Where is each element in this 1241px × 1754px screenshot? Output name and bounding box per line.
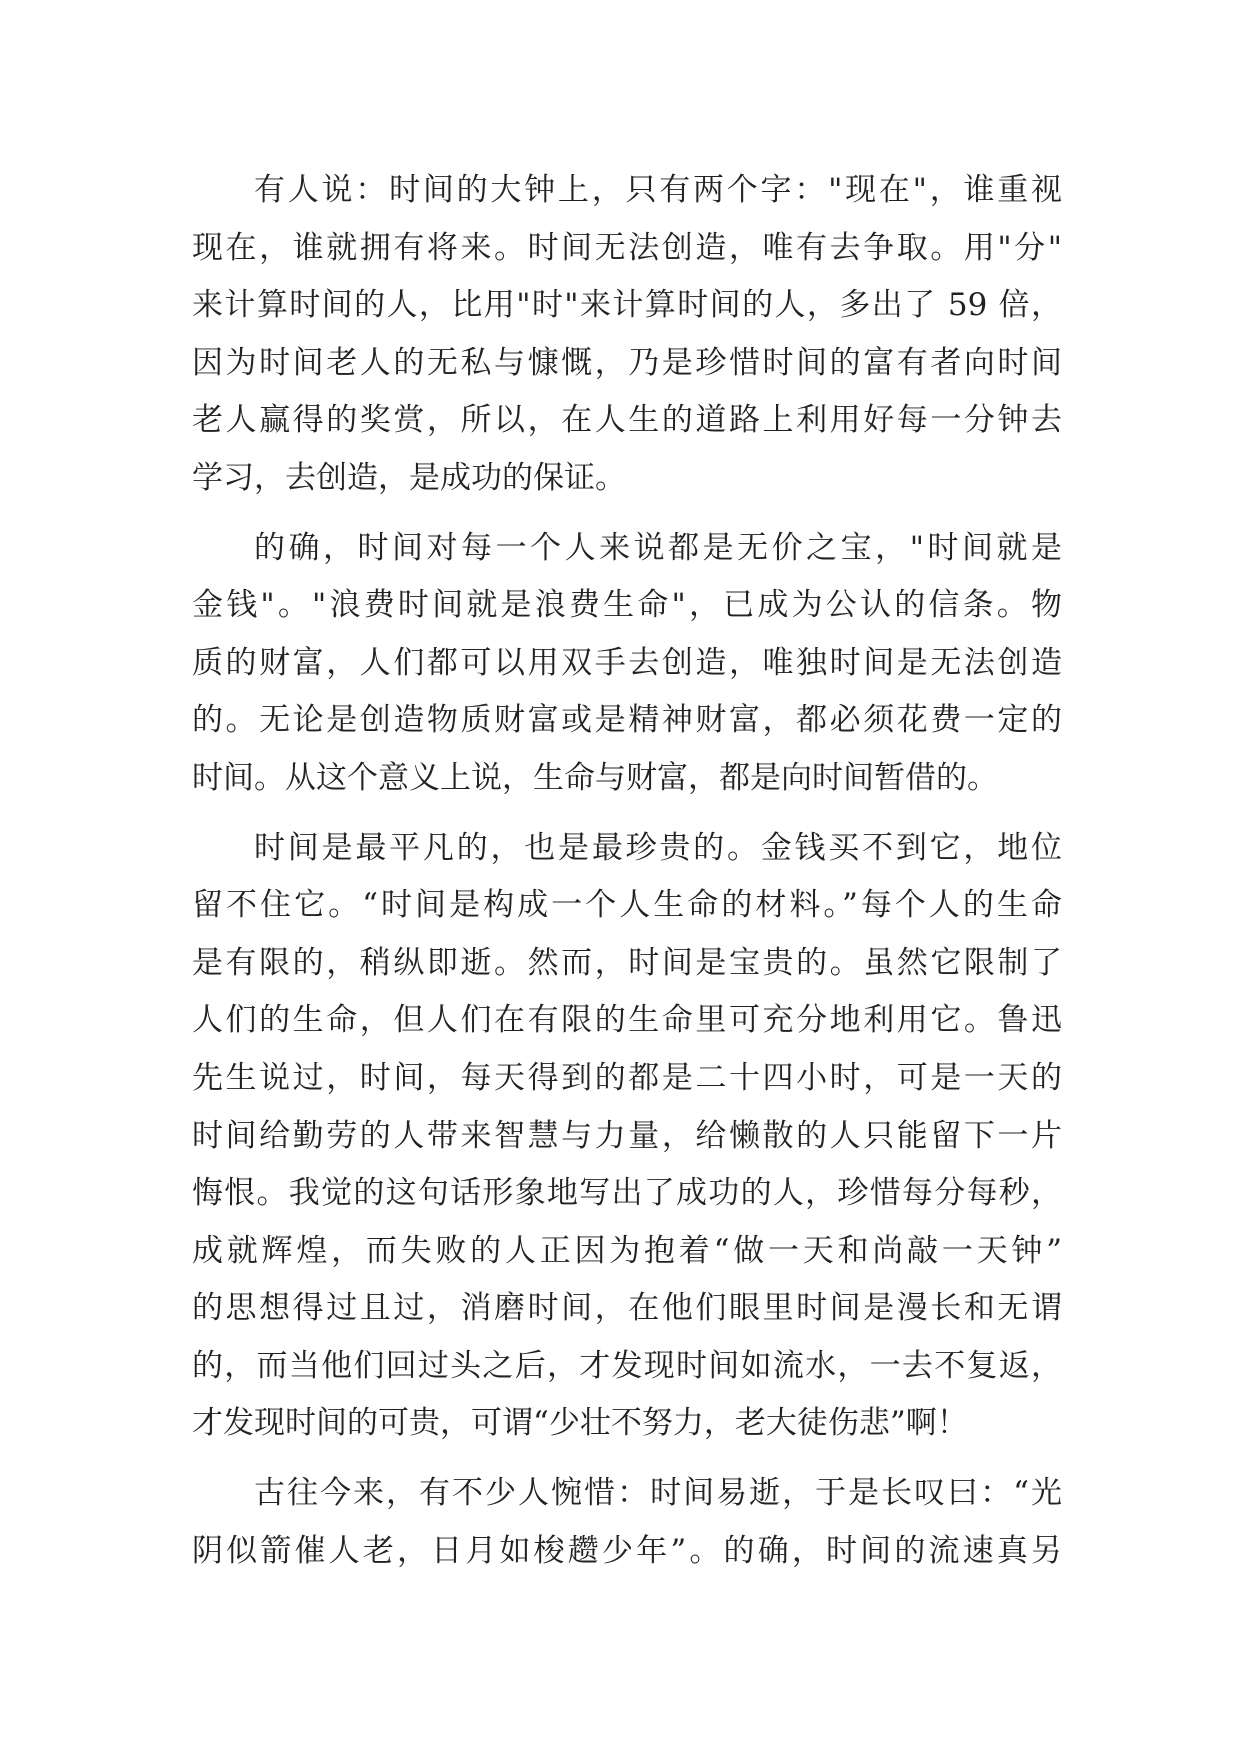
text-line: 人们的生命，但人们在有限的生命里可充分地利用它。鲁迅 xyxy=(192,1002,1062,1039)
text-line: 阴似箭催人老，日月如梭趱少年”。的确，时间的流速真另 xyxy=(192,1532,1062,1569)
text-line: 才发现时间的可贵，可谓“少壮不努力，老大徒伤悲”啊！ xyxy=(192,1405,968,1442)
text-line: 时间。从这个意义上说，生命与财富，都是向时间暂借的。 xyxy=(192,759,998,796)
article-body xyxy=(192,162,1062,1580)
text-line: 现在，谁就拥有将来。时间无法创造，唯有去争取。用"分" xyxy=(192,229,1062,266)
paragraph-spacer xyxy=(192,508,1062,520)
paragraph xyxy=(192,1465,1062,1580)
text-line: 悔恨。我觉的这句话形象地写出了成功的人，珍惜每分每秒， xyxy=(192,1175,1062,1212)
text-line: 来计算时间的人，比用"时"来计算时间的人，多出了 59 倍， xyxy=(192,287,1062,324)
text-line: 成就辉煌，而失败的人正因为抱着“做一天和尚敲一天钟” xyxy=(192,1232,1062,1269)
text-line: 的思想得过且过，消磨时间，在他们眼里时间是漫长和无谓 xyxy=(192,1290,1062,1327)
text-line: 时间是最平凡的，也是最珍贵的。金钱买不到它，地位 xyxy=(254,829,1062,866)
paragraph-spacer xyxy=(192,808,1062,820)
text-line: 古往今来，有不少人惋惜：时间易逝，于是长叹曰：“光 xyxy=(254,1475,1062,1512)
text-line: 因为时间老人的无私与慷慨，乃是珍惜时间的富有者向时间 xyxy=(192,344,1062,381)
text-line: 的，而当他们回过头之后，才发现时间如流水，一去不复返， xyxy=(192,1347,1062,1384)
text-line: 的确，时间对每一个人来说都是无价之宝，"时间就是 xyxy=(254,529,1062,566)
paragraph xyxy=(192,162,1062,508)
text-line: 先生说过，时间，每天得到的都是二十四小时，可是一天的 xyxy=(192,1059,1062,1096)
text-line: 留不住它。“时间是构成一个人生命的材料。”每个人的生命 xyxy=(192,887,1062,924)
text-line: 学习，去创造，是成功的保证。 xyxy=(192,459,626,496)
text-line: 有人说：时间的大钟上，只有两个字："现在"，谁重视 xyxy=(254,172,1062,208)
text-line: 质的财富，人们都可以用双手去创造，唯独时间是无法创造 xyxy=(192,644,1062,681)
paragraph xyxy=(192,520,1062,808)
paragraph-spacer xyxy=(192,1453,1062,1465)
text-line: 是有限的，稍纵即逝。然而，时间是宝贵的。虽然它限制了 xyxy=(192,944,1062,981)
paragraph xyxy=(192,820,1062,1454)
text-line: 的。无论是创造物质财富或是精神财富，都必须花费一定的 xyxy=(192,702,1062,739)
text-line: 时间给勤劳的人带来智慧与力量，给懒散的人只能留下一片 xyxy=(192,1117,1062,1154)
text-line: 老人赢得的奖赏，所以，在人生的道路上利用好每一分钟去 xyxy=(192,402,1062,439)
text-line: 金钱"。"浪费时间就是浪费生命"，已成为公认的信条。物 xyxy=(192,587,1062,624)
